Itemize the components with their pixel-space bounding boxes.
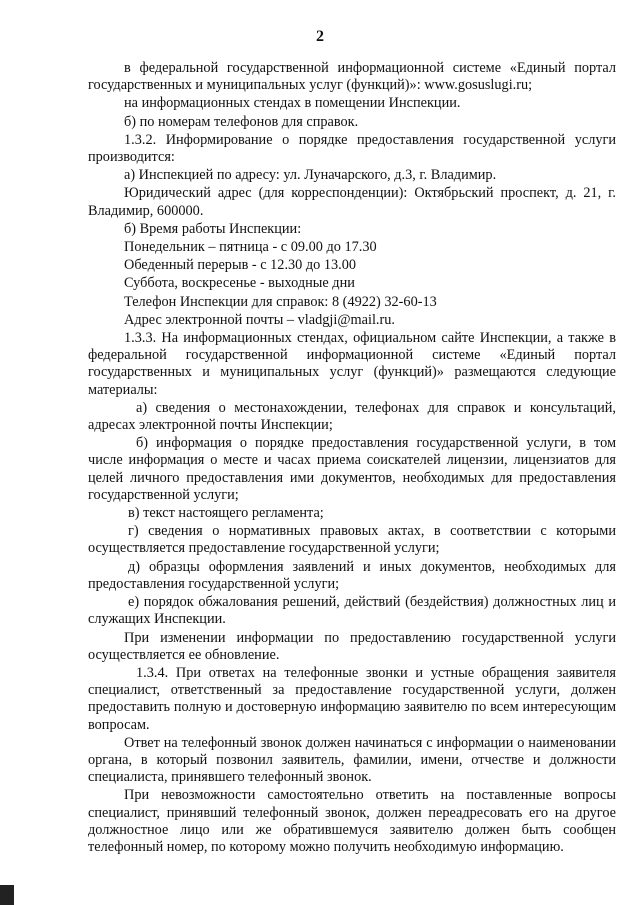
section-paragraph: 1.3.4. При ответах на телефонные звонки и устные обращения заявителя специалист, ответственный за предоставление государственной услуги, должен предоставить полную и достоверную информацию заявителю по всем интересующим вопросам. — [88, 664, 616, 733]
list-item: д) образцы оформления заявлений и иных документов, необходимых для предоставления государственной услуги; — [88, 558, 616, 592]
document-body — [88, 60, 616, 857]
section-paragraph: 1.3.3. На информационных стендах, официальном сайте Инспекции, а также в федеральной государственной информационной системе «Единый портал государственных и муниципальных услуг (функций)» размещаются следующие материалы: — [88, 330, 616, 398]
paragraph: При невозможности самостоятельно ответить на поставленные вопросы специалист, принявший телефонный звонок, должен переадресовать его на другое должностное лицо или же обратившемуся заявителю должен быть сообщен телефонный номер, по которому можно получить необходимую информацию. — [88, 787, 616, 855]
scan-edge-mark — [0, 885, 14, 905]
list-item: б) информация о порядке предоставления государственной услуги, в том числе информация о месте и часах приема соискателей лицензии, лицензиатов для целей личного предоставления ими документов, необходимых для предоставления государственной услуги; — [88, 435, 616, 503]
phone-line: Телефон Инспекции для справок: 8 (4922) 32-60-13 — [124, 293, 437, 310]
schedule-line: Суббота, воскресенье - выходные дни — [124, 275, 355, 292]
paragraph: Ответ на телефонный звонок должен начинаться с информации о наименовании органа, в который позвонил заявитель, фамилии, имени, отчестве и должности специалиста, принявшего телефонный звонок. — [88, 734, 616, 786]
paragraph: б) Время работы Инспекции: — [124, 220, 302, 237]
email-line: Адрес электронной почты – vladgji@mail.ru. — [124, 311, 395, 328]
section-paragraph: 1.3.2. Информирование о порядке предоставления государственной услуги производится: — [88, 131, 616, 166]
list-item: е) порядок обжалования решений, действий (бездействия) должностных лиц и служащих Инспекции. — [88, 594, 616, 628]
schedule-line: Обеденный перерыв - с 12.30 до 13.00 — [124, 257, 357, 274]
schedule-line: Понедельник – пятница - с 09.00 до 17.30 — [124, 239, 377, 256]
paragraph: на информационных стендах в помещении Инспекции. — [124, 95, 461, 112]
paragraph: При изменении информации по предоставлению государственной услуги осуществляется ее обновление. — [88, 629, 616, 663]
paragraph: б) по номерам телефонов для справок. — [124, 113, 359, 130]
paragraph: в федеральной государственной информационной системе «Единый портал государственных и муниципальных услуг (функций)»: www.gosuslugi.ru; — [88, 60, 616, 94]
list-item: в) текст настоящего регламента; — [128, 505, 324, 522]
legal-address: Юридический адрес (для корреспонденции): Октябрьский проспект, д. 21, г. Владимир, 600000. — [88, 185, 616, 219]
paragraph: а) Инспекцией по адресу: ул. Луначарского, д.3, г. Владимир. — [124, 167, 497, 184]
list-item: а) сведения о местонахождении, телефонах для справок и консультаций, адресах электронной почты Инспекции; — [88, 399, 616, 434]
list-item: г) сведения о нормативных правовых актах, в соответствии с которыми осуществляется предоставление государственной услуги; — [88, 523, 616, 557]
page-number: 2 — [316, 28, 324, 45]
